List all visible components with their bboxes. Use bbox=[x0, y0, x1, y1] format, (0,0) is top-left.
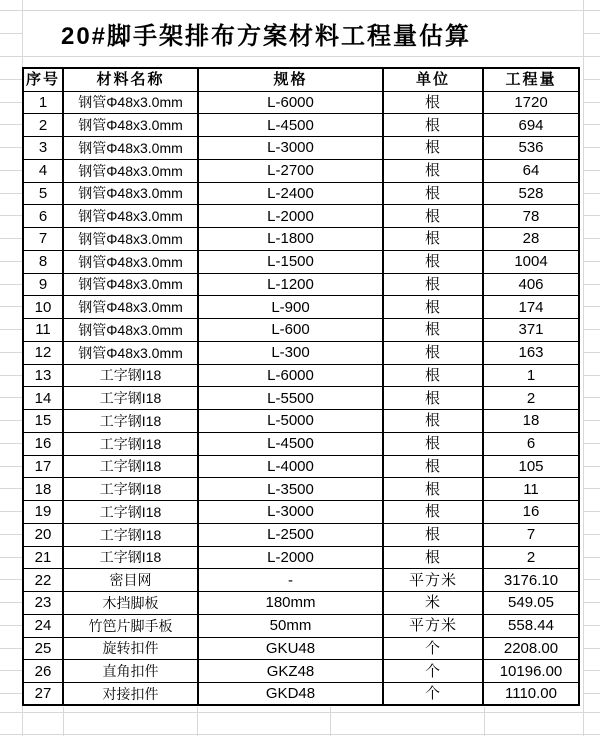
gridline bbox=[583, 602, 600, 603]
gridline bbox=[0, 625, 22, 626]
table-row bbox=[23, 546, 579, 569]
row-number-cell[interactable]: 14 bbox=[23, 387, 63, 410]
row-number-cell[interactable]: 27 bbox=[23, 683, 63, 706]
header-cell-unit[interactable]: 单位 bbox=[383, 68, 483, 91]
spec-cell[interactable]: GKZ48 bbox=[198, 660, 383, 683]
material-name-cell[interactable]: 钢管Φ48x3.0mm bbox=[63, 159, 198, 182]
header-cell-qty[interactable]: 工程量 bbox=[483, 68, 579, 91]
gridline bbox=[0, 170, 22, 171]
unit-cell[interactable]: 根 bbox=[383, 364, 483, 387]
row-number-cell[interactable]: 18 bbox=[23, 478, 63, 501]
spec-cell[interactable]: L-4000 bbox=[198, 455, 383, 478]
unit-cell[interactable]: 根 bbox=[383, 228, 483, 251]
sheet-title[interactable]: 20#脚手架排布方案材料工程量估算 bbox=[60, 22, 472, 50]
spec-cell[interactable]: L-1800 bbox=[198, 228, 383, 251]
quantity-cell[interactable]: 174 bbox=[483, 296, 579, 319]
table-row bbox=[23, 137, 579, 160]
spec-cell[interactable]: L-4500 bbox=[198, 432, 383, 455]
material-name-cell[interactable]: 钢管Φ48x3.0mm bbox=[63, 273, 198, 296]
gridline bbox=[0, 375, 22, 376]
unit-cell[interactable]: 平方米 bbox=[383, 569, 483, 592]
table-row bbox=[23, 319, 579, 342]
gridline bbox=[0, 238, 22, 239]
row-number-cell[interactable]: 21 bbox=[23, 546, 63, 569]
unit-cell[interactable]: 根 bbox=[383, 250, 483, 273]
gridline bbox=[583, 238, 600, 239]
table-row bbox=[23, 569, 579, 592]
row-number-cell[interactable]: 22 bbox=[23, 569, 63, 592]
gridline bbox=[583, 466, 600, 467]
table-row bbox=[23, 410, 579, 433]
gridline bbox=[0, 193, 22, 194]
gridline bbox=[583, 306, 600, 307]
row-number-cell[interactable]: 20 bbox=[23, 523, 63, 546]
table-row bbox=[23, 523, 579, 546]
row-number-cell[interactable]: 25 bbox=[23, 637, 63, 660]
unit-cell[interactable]: 根 bbox=[383, 546, 483, 569]
material-name-cell[interactable]: 钢管Φ48x3.0mm bbox=[63, 91, 198, 114]
gridline bbox=[0, 124, 22, 125]
table-row bbox=[23, 592, 579, 615]
gridline bbox=[0, 579, 22, 580]
quantity-cell[interactable]: 163 bbox=[483, 341, 579, 364]
unit-cell[interactable]: 根 bbox=[383, 137, 483, 160]
gridline bbox=[0, 420, 22, 421]
quantity-cell[interactable]: 1720 bbox=[483, 91, 579, 114]
gridline bbox=[0, 534, 22, 535]
quantity-cell[interactable]: 11 bbox=[483, 478, 579, 501]
row-number-cell[interactable]: 7 bbox=[23, 228, 63, 251]
material-name-cell[interactable]: 工字钢I18 bbox=[63, 387, 198, 410]
row-number-cell[interactable]: 23 bbox=[23, 592, 63, 615]
unit-cell[interactable]: 根 bbox=[383, 455, 483, 478]
row-number-cell[interactable]: 5 bbox=[23, 182, 63, 205]
header-cell-name[interactable]: 材料名称 bbox=[63, 68, 198, 91]
material-name-cell[interactable]: 钢管Φ48x3.0mm bbox=[63, 137, 198, 160]
quantity-cell[interactable]: 2208.00 bbox=[483, 637, 579, 660]
quantity-cell[interactable]: 1 bbox=[483, 364, 579, 387]
quantity-cell[interactable]: 536 bbox=[483, 137, 579, 160]
row-number-cell[interactable]: 19 bbox=[23, 501, 63, 524]
gridline bbox=[0, 33, 22, 34]
gridline bbox=[0, 352, 22, 353]
gridline bbox=[583, 79, 600, 80]
material-name-cell[interactable]: 直角扣件 bbox=[63, 660, 198, 683]
gridline bbox=[583, 488, 600, 489]
table-row bbox=[23, 228, 579, 251]
gridline bbox=[583, 693, 600, 694]
material-name-cell[interactable]: 木挡脚板 bbox=[63, 592, 198, 615]
gridline bbox=[583, 215, 600, 216]
gridline bbox=[583, 397, 600, 398]
spec-cell[interactable]: 50mm bbox=[198, 614, 383, 637]
row-number-cell[interactable]: 10 bbox=[23, 296, 63, 319]
gridline bbox=[0, 443, 22, 444]
header-row bbox=[23, 68, 579, 91]
table-row bbox=[23, 114, 579, 137]
gridline bbox=[0, 511, 22, 512]
unit-cell[interactable]: 米 bbox=[383, 592, 483, 615]
quantity-cell[interactable]: 28 bbox=[483, 228, 579, 251]
gridline bbox=[583, 648, 600, 649]
unit-cell[interactable]: 根 bbox=[383, 182, 483, 205]
gridline bbox=[0, 147, 22, 148]
material-name-cell[interactable]: 工字钢I18 bbox=[63, 501, 198, 524]
gridline bbox=[583, 102, 600, 103]
gridline bbox=[0, 284, 22, 285]
material-name-cell[interactable]: 对接扣件 bbox=[63, 683, 198, 706]
spec-cell[interactable]: L-5000 bbox=[198, 410, 383, 433]
gridline bbox=[0, 488, 22, 489]
unit-cell[interactable]: 根 bbox=[383, 523, 483, 546]
quantity-cell[interactable]: 3176.10 bbox=[483, 569, 579, 592]
table-row bbox=[23, 387, 579, 410]
unit-cell[interactable]: 个 bbox=[383, 637, 483, 660]
unit-cell[interactable]: 根 bbox=[383, 432, 483, 455]
unit-cell[interactable]: 根 bbox=[383, 478, 483, 501]
gridline bbox=[0, 329, 22, 330]
gridline bbox=[0, 56, 600, 57]
spec-cell[interactable]: L-6000 bbox=[198, 91, 383, 114]
spec-cell[interactable]: GKD48 bbox=[198, 683, 383, 706]
row-number-cell[interactable]: 26 bbox=[23, 660, 63, 683]
spec-cell[interactable]: L-2400 bbox=[198, 182, 383, 205]
row-number-cell[interactable]: 6 bbox=[23, 205, 63, 228]
material-name-cell[interactable]: 钢管Φ48x3.0mm bbox=[63, 250, 198, 273]
unit-cell[interactable]: 根 bbox=[383, 159, 483, 182]
gridline bbox=[583, 670, 600, 671]
unit-cell[interactable]: 根 bbox=[383, 341, 483, 364]
gridline bbox=[583, 420, 600, 421]
table-row bbox=[23, 637, 579, 660]
unit-cell[interactable]: 根 bbox=[383, 410, 483, 433]
table-row bbox=[23, 91, 579, 114]
unit-cell[interactable]: 平方米 bbox=[383, 614, 483, 637]
spec-cell[interactable]: L-1200 bbox=[198, 273, 383, 296]
quantity-cell[interactable]: 18 bbox=[483, 410, 579, 433]
gridline bbox=[583, 579, 600, 580]
quantity-cell[interactable]: 105 bbox=[483, 455, 579, 478]
table-row bbox=[23, 455, 579, 478]
quantity-cell[interactable]: 2 bbox=[483, 546, 579, 569]
material-name-cell[interactable]: 工字钢I18 bbox=[63, 432, 198, 455]
table-row bbox=[23, 182, 579, 205]
quantity-cell[interactable]: 1110.00 bbox=[483, 683, 579, 706]
material-name-cell[interactable]: 密目网 bbox=[63, 569, 198, 592]
table-row bbox=[23, 273, 579, 296]
gridline bbox=[583, 557, 600, 558]
table-row bbox=[23, 205, 579, 228]
row-number-cell[interactable]: 13 bbox=[23, 364, 63, 387]
gridline bbox=[583, 261, 600, 262]
gridline bbox=[0, 306, 22, 307]
spec-cell[interactable]: L-3500 bbox=[198, 478, 383, 501]
unit-cell[interactable]: 根 bbox=[383, 114, 483, 137]
row-number-cell[interactable]: 16 bbox=[23, 432, 63, 455]
gridline bbox=[0, 79, 22, 80]
unit-cell[interactable]: 根 bbox=[383, 273, 483, 296]
quantity-cell[interactable]: 558.44 bbox=[483, 614, 579, 637]
gridline bbox=[0, 670, 22, 671]
row-number-cell[interactable]: 4 bbox=[23, 159, 63, 182]
row-number-cell[interactable]: 24 bbox=[23, 614, 63, 637]
gridline bbox=[583, 284, 600, 285]
gridline bbox=[583, 33, 600, 34]
gridline bbox=[583, 375, 600, 376]
row-number-cell[interactable]: 9 bbox=[23, 273, 63, 296]
gridline bbox=[0, 693, 22, 694]
gridline bbox=[583, 534, 600, 535]
unit-cell[interactable]: 根 bbox=[383, 319, 483, 342]
table-row bbox=[23, 250, 579, 273]
unit-cell[interactable]: 根 bbox=[383, 296, 483, 319]
row-number-cell[interactable]: 2 bbox=[23, 114, 63, 137]
spec-cell[interactable]: L-4500 bbox=[198, 114, 383, 137]
spec-cell[interactable]: GKU48 bbox=[198, 637, 383, 660]
material-name-cell[interactable]: 工字钢I18 bbox=[63, 455, 198, 478]
spec-cell[interactable]: L-2500 bbox=[198, 523, 383, 546]
unit-cell[interactable]: 根 bbox=[383, 91, 483, 114]
spec-cell[interactable]: L-300 bbox=[198, 341, 383, 364]
quantity-cell[interactable]: 371 bbox=[483, 319, 579, 342]
gridline bbox=[583, 170, 600, 171]
table-row bbox=[23, 478, 579, 501]
table-row bbox=[23, 683, 579, 706]
material-name-cell[interactable]: 钢管Φ48x3.0mm bbox=[63, 319, 198, 342]
material-name-cell[interactable]: 工字钢I18 bbox=[63, 478, 198, 501]
quantity-cell[interactable]: 2 bbox=[483, 387, 579, 410]
gridline bbox=[0, 261, 22, 262]
gridline bbox=[0, 712, 600, 713]
material-name-cell[interactable]: 工字钢I18 bbox=[63, 410, 198, 433]
table-body bbox=[23, 91, 579, 705]
table-row bbox=[23, 432, 579, 455]
row-number-cell[interactable]: 17 bbox=[23, 455, 63, 478]
gridline bbox=[583, 625, 600, 626]
unit-cell[interactable]: 个 bbox=[383, 660, 483, 683]
row-number-cell[interactable]: 11 bbox=[23, 319, 63, 342]
quantity-cell[interactable]: 6 bbox=[483, 432, 579, 455]
gridline bbox=[0, 648, 22, 649]
spec-cell[interactable]: L-600 bbox=[198, 319, 383, 342]
row-number-cell[interactable]: 12 bbox=[23, 341, 63, 364]
spec-cell[interactable]: L-3000 bbox=[198, 501, 383, 524]
table-row bbox=[23, 614, 579, 637]
quantity-cell[interactable]: 694 bbox=[483, 114, 579, 137]
gridline bbox=[583, 147, 600, 148]
material-name-cell[interactable]: 工字钢I18 bbox=[63, 523, 198, 546]
material-name-cell[interactable]: 钢管Φ48x3.0mm bbox=[63, 228, 198, 251]
spec-cell[interactable]: L-5500 bbox=[198, 387, 383, 410]
material-name-cell[interactable]: 旋转扣件 bbox=[63, 637, 198, 660]
table-row bbox=[23, 159, 579, 182]
quantity-cell[interactable]: 406 bbox=[483, 273, 579, 296]
material-name-cell[interactable]: 钢管Φ48x3.0mm bbox=[63, 205, 198, 228]
spec-cell[interactable]: L-900 bbox=[198, 296, 383, 319]
row-number-cell[interactable]: 8 bbox=[23, 250, 63, 273]
row-number-cell[interactable]: 3 bbox=[23, 137, 63, 160]
table-row bbox=[23, 341, 579, 364]
spec-cell[interactable]: L-2000 bbox=[198, 546, 383, 569]
material-name-cell[interactable]: 工字钢I18 bbox=[63, 546, 198, 569]
gridline bbox=[0, 734, 600, 735]
material-name-cell[interactable]: 钢管Φ48x3.0mm bbox=[63, 296, 198, 319]
quantity-cell[interactable]: 16 bbox=[483, 501, 579, 524]
table-row bbox=[23, 660, 579, 683]
row-number-cell[interactable]: 15 bbox=[23, 410, 63, 433]
materials-table bbox=[22, 67, 580, 706]
material-name-cell[interactable]: 钢管Φ48x3.0mm bbox=[63, 182, 198, 205]
spec-cell[interactable]: 180mm bbox=[198, 592, 383, 615]
gridline bbox=[0, 557, 22, 558]
gridline bbox=[583, 193, 600, 194]
spec-cell[interactable]: L-2000 bbox=[198, 205, 383, 228]
material-name-cell[interactable]: 钢管Φ48x3.0mm bbox=[63, 114, 198, 137]
gridline bbox=[0, 215, 22, 216]
table-row bbox=[23, 296, 579, 319]
material-name-cell[interactable]: 钢管Φ48x3.0mm bbox=[63, 341, 198, 364]
quantity-cell[interactable]: 528 bbox=[483, 182, 579, 205]
gridline bbox=[583, 511, 600, 512]
spec-cell[interactable]: L-6000 bbox=[198, 364, 383, 387]
unit-cell[interactable]: 个 bbox=[383, 683, 483, 706]
header-cell-no[interactable]: 序号 bbox=[23, 68, 63, 91]
quantity-cell[interactable]: 549.05 bbox=[483, 592, 579, 615]
quantity-cell[interactable]: 64 bbox=[483, 159, 579, 182]
material-name-cell[interactable]: 工字钢I18 bbox=[63, 364, 198, 387]
unit-cell[interactable]: 根 bbox=[383, 501, 483, 524]
table-header bbox=[23, 68, 579, 91]
gridline bbox=[583, 124, 600, 125]
spec-cell[interactable]: - bbox=[198, 569, 383, 592]
gridline bbox=[583, 352, 600, 353]
gridline bbox=[0, 397, 22, 398]
gridline bbox=[0, 102, 22, 103]
unit-cell[interactable]: 根 bbox=[383, 205, 483, 228]
quantity-cell[interactable]: 10196.00 bbox=[483, 660, 579, 683]
quantity-cell[interactable]: 7 bbox=[483, 523, 579, 546]
spec-cell[interactable]: L-1500 bbox=[198, 250, 383, 273]
header-cell-spec[interactable]: 规格 bbox=[198, 68, 383, 91]
gridline bbox=[583, 443, 600, 444]
gridline bbox=[0, 602, 22, 603]
row-number-cell[interactable]: 1 bbox=[23, 91, 63, 114]
quantity-cell[interactable]: 1004 bbox=[483, 250, 579, 273]
material-name-cell[interactable]: 竹笆片脚手板 bbox=[63, 614, 198, 637]
table-row bbox=[23, 501, 579, 524]
quantity-cell[interactable]: 78 bbox=[483, 205, 579, 228]
spec-cell[interactable]: L-2700 bbox=[198, 159, 383, 182]
gridline bbox=[0, 466, 22, 467]
table-row bbox=[23, 364, 579, 387]
spec-cell[interactable]: L-3000 bbox=[198, 137, 383, 160]
gridline bbox=[583, 329, 600, 330]
unit-cell[interactable]: 根 bbox=[383, 387, 483, 410]
